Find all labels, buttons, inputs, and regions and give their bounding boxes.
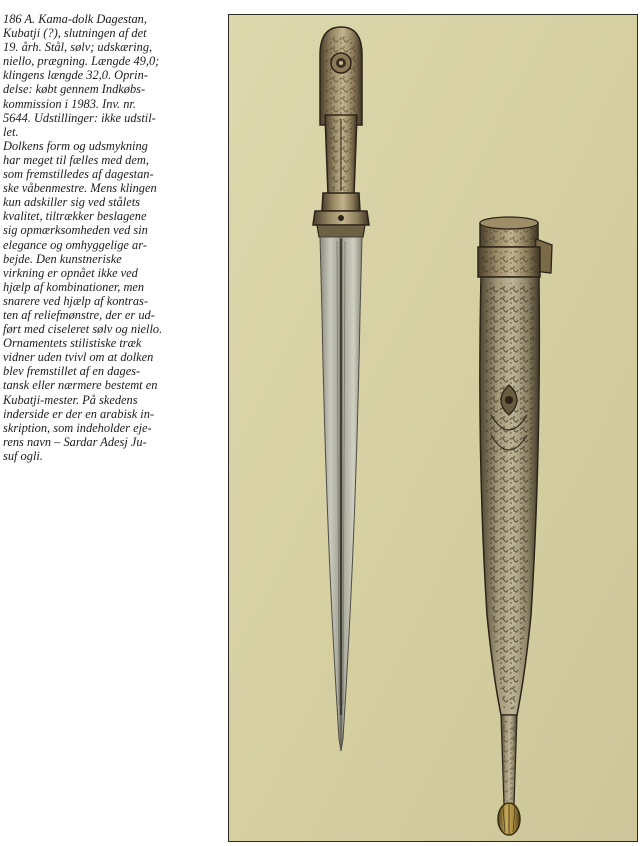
caption-line: niello, prægning. Længde 49,0; bbox=[3, 54, 160, 69]
caption-line: Ornamentets stilistiske træk bbox=[3, 336, 142, 351]
caption-line: 19. årh. Stål, sølv; udskæring, bbox=[3, 40, 153, 55]
caption-line: som fremstilledes af dagestan- bbox=[3, 167, 154, 182]
caption-line: tansk eller nærmere bestemt en bbox=[3, 378, 158, 393]
caption-line: suf ogli. bbox=[3, 448, 43, 463]
caption-line: inderside er der en arabisk in- bbox=[3, 406, 155, 421]
caption-line: 186 A. Kama-dolk Dagestan, bbox=[3, 12, 147, 26]
caption-line: sig opmærksomheden ved sin bbox=[3, 223, 148, 238]
caption-line: ten af reliefmønstre, der er ud- bbox=[3, 307, 155, 322]
caption-line: klingens længde 32,0. Oprin- bbox=[3, 68, 148, 83]
caption-line: delse: købt gennem Indkøbs- bbox=[3, 82, 146, 97]
caption-line: bejde. Den kunstneriske bbox=[3, 251, 122, 266]
caption-line: hjælp af kombinationer, men bbox=[3, 279, 145, 294]
caption-line: vidner uden tvivl om at dolken bbox=[3, 350, 154, 365]
caption-line: har meget til fælles med dem, bbox=[3, 152, 149, 167]
caption-line: elegance og omhyggelige ar- bbox=[3, 237, 147, 252]
caption-line: blev fremstillet af en dages- bbox=[3, 364, 141, 379]
caption-line: ske våbenmestre. Mens klingen bbox=[3, 181, 157, 196]
caption-line: 5644. Udstillinger: ikke udstil- bbox=[3, 110, 156, 125]
dagger-illustration bbox=[229, 15, 637, 841]
caption-line: snarere ved hjælp af kontras- bbox=[3, 293, 148, 308]
caption-line: virkning er opnået ikke ved bbox=[3, 265, 138, 280]
caption-line: kommission i 1983. Inv. nr. bbox=[3, 96, 136, 111]
caption-line: Kubatji-mester. På skedens bbox=[3, 392, 138, 407]
caption-line: Kubatji (?), slutningen af det bbox=[3, 26, 147, 41]
caption-line: let. bbox=[3, 124, 19, 139]
caption-line: skription, som indeholder eje- bbox=[3, 420, 152, 435]
caption-line: ført med ciseleret sølv og niello. bbox=[3, 322, 163, 337]
caption-line: kvalitet, tiltrækker beslagene bbox=[3, 209, 147, 224]
dagger-photograph bbox=[228, 14, 638, 842]
caption-text bbox=[3, 12, 216, 463]
caption-line: Dolkens form og udsmykning bbox=[3, 138, 148, 153]
caption-line: rens navn – Sardar Adesj Ju- bbox=[3, 434, 147, 449]
caption-line: kun adskiller sig ved stålets bbox=[3, 195, 140, 210]
